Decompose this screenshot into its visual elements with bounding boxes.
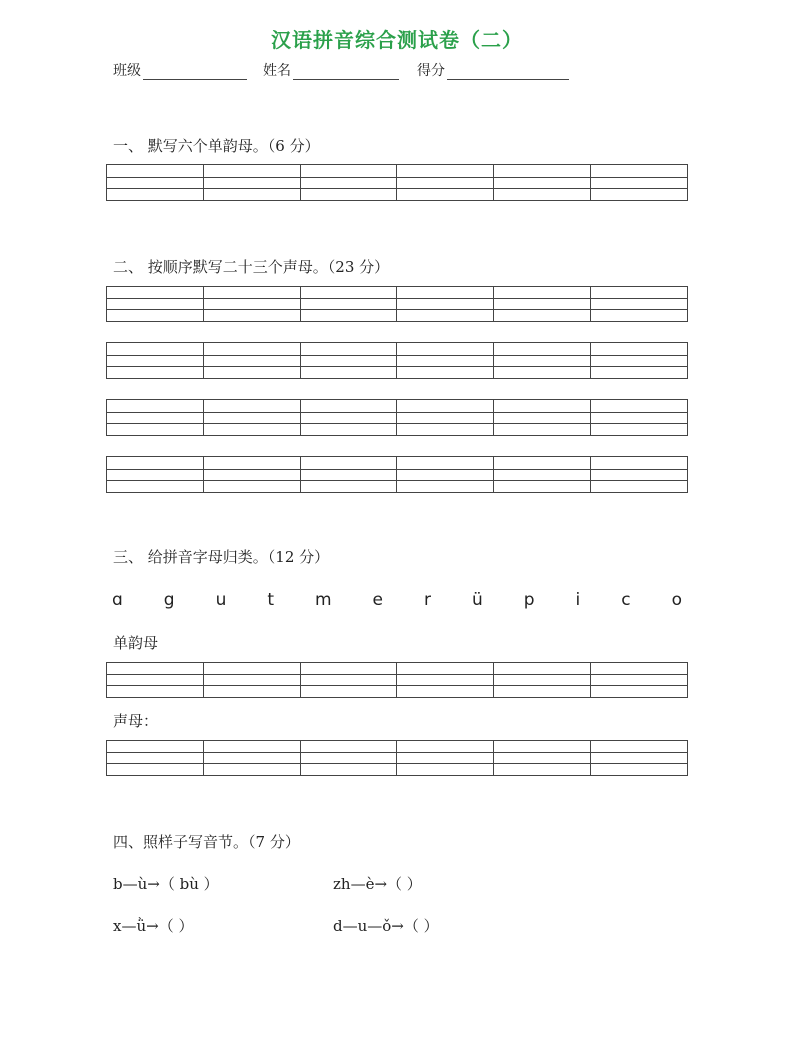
guide-line bbox=[494, 674, 590, 675]
guide-line bbox=[107, 423, 203, 424]
grid-cell[interactable] bbox=[204, 663, 301, 697]
grid-cell[interactable] bbox=[494, 663, 591, 697]
guide-line bbox=[591, 188, 687, 189]
guide-line bbox=[107, 366, 203, 367]
grid-cell[interactable] bbox=[107, 741, 204, 775]
letter: t bbox=[267, 590, 274, 610]
grid-cell[interactable] bbox=[591, 457, 687, 492]
grid-cell[interactable] bbox=[494, 457, 591, 492]
guide-line bbox=[397, 298, 493, 299]
grid-cell[interactable] bbox=[301, 457, 398, 492]
guide-line bbox=[204, 752, 300, 753]
grid-cell[interactable] bbox=[397, 165, 494, 200]
letter: u bbox=[215, 590, 227, 610]
guide-line bbox=[397, 412, 493, 413]
guide-line bbox=[301, 469, 397, 470]
class-label: 班级 bbox=[113, 63, 141, 79]
grid-cell[interactable] bbox=[397, 400, 494, 435]
class-field bbox=[113, 60, 247, 80]
letter: e bbox=[372, 590, 383, 610]
grid-cell[interactable] bbox=[301, 165, 398, 200]
guide-line bbox=[204, 412, 300, 413]
guide-line bbox=[397, 366, 493, 367]
letter: r bbox=[423, 590, 431, 610]
guide-line bbox=[301, 752, 397, 753]
score-label: 得分 bbox=[417, 63, 445, 79]
guide-line bbox=[397, 188, 493, 189]
exercise-2[interactable]: x—ǜ→（ ） bbox=[113, 917, 194, 935]
guide-line bbox=[107, 188, 203, 189]
guide-line bbox=[301, 177, 397, 178]
student-info-row bbox=[113, 60, 569, 80]
guide-line bbox=[107, 309, 203, 310]
guide-line bbox=[204, 480, 300, 481]
guide-line bbox=[591, 309, 687, 310]
grid-cell[interactable] bbox=[204, 343, 301, 378]
grid-cell[interactable] bbox=[107, 400, 204, 435]
grid-cell[interactable] bbox=[107, 457, 204, 492]
grid-cell[interactable] bbox=[204, 741, 301, 775]
guide-line bbox=[494, 752, 590, 753]
guide-line bbox=[301, 412, 397, 413]
grid-cell[interactable] bbox=[397, 457, 494, 492]
writing-grid[interactable] bbox=[106, 740, 688, 776]
writing-grid[interactable] bbox=[106, 164, 688, 201]
guide-line bbox=[494, 188, 590, 189]
score-blank[interactable] bbox=[447, 65, 569, 80]
exercise-1[interactable]: zh—è→（ ） bbox=[333, 875, 422, 893]
grid-cell[interactable] bbox=[301, 400, 398, 435]
guide-line bbox=[591, 752, 687, 753]
grid-cell[interactable] bbox=[107, 343, 204, 378]
guide-line bbox=[204, 366, 300, 367]
guide-line bbox=[301, 674, 397, 675]
guide-line bbox=[397, 685, 493, 686]
guide-line bbox=[591, 674, 687, 675]
writing-grid[interactable] bbox=[106, 456, 688, 493]
guide-line bbox=[204, 177, 300, 178]
guide-line bbox=[494, 469, 590, 470]
grid-cell[interactable] bbox=[494, 165, 591, 200]
guide-line bbox=[591, 423, 687, 424]
guide-line bbox=[204, 469, 300, 470]
danyunmu-label: 单韵母 bbox=[113, 634, 159, 652]
guide-line bbox=[494, 685, 590, 686]
guide-line bbox=[204, 685, 300, 686]
guide-line bbox=[397, 469, 493, 470]
letter: g bbox=[163, 590, 175, 610]
grid-cell[interactable] bbox=[204, 400, 301, 435]
grid-cell[interactable] bbox=[591, 287, 687, 321]
guide-line bbox=[397, 355, 493, 356]
guide-line bbox=[494, 355, 590, 356]
guide-line bbox=[494, 763, 590, 764]
grid-cell[interactable] bbox=[397, 343, 494, 378]
name-label: 姓名 bbox=[263, 63, 291, 79]
guide-line bbox=[591, 298, 687, 299]
guide-line bbox=[591, 177, 687, 178]
guide-line bbox=[397, 177, 493, 178]
guide-line bbox=[301, 685, 397, 686]
guide-line bbox=[301, 188, 397, 189]
guide-line bbox=[397, 423, 493, 424]
grid-cell[interactable] bbox=[397, 741, 494, 775]
letter: m bbox=[314, 590, 332, 610]
letter: o bbox=[671, 590, 682, 610]
grid-cell[interactable] bbox=[494, 287, 591, 321]
letter: p bbox=[523, 590, 535, 610]
name-blank[interactable] bbox=[293, 65, 399, 80]
guide-line bbox=[204, 763, 300, 764]
grid-cell[interactable] bbox=[301, 741, 398, 775]
grid-cell[interactable] bbox=[204, 287, 301, 321]
guide-line bbox=[494, 366, 590, 367]
grid-cell[interactable] bbox=[107, 165, 204, 200]
grid-cell[interactable] bbox=[591, 663, 687, 697]
score-field bbox=[417, 60, 569, 80]
guide-line bbox=[494, 177, 590, 178]
guide-line bbox=[397, 674, 493, 675]
page-title: 汉语拼音综合测试卷（二） bbox=[271, 28, 523, 52]
guide-line bbox=[494, 309, 590, 310]
grid-cell[interactable] bbox=[591, 400, 687, 435]
guide-line bbox=[301, 423, 397, 424]
guide-line bbox=[494, 480, 590, 481]
grid-cell[interactable] bbox=[397, 287, 494, 321]
guide-line bbox=[301, 355, 397, 356]
grid-cell[interactable] bbox=[591, 165, 687, 200]
guide-line bbox=[204, 423, 300, 424]
guide-line bbox=[397, 309, 493, 310]
guide-line bbox=[494, 412, 590, 413]
grid-cell[interactable] bbox=[204, 165, 301, 200]
guide-line bbox=[397, 480, 493, 481]
grid-cell[interactable] bbox=[494, 343, 591, 378]
guide-line bbox=[591, 480, 687, 481]
grid-cell[interactable] bbox=[107, 287, 204, 321]
guide-line bbox=[107, 752, 203, 753]
letter-row bbox=[112, 590, 682, 610]
letter: ü bbox=[471, 590, 483, 610]
letter: i bbox=[575, 590, 581, 610]
guide-line bbox=[107, 674, 203, 675]
guide-line bbox=[591, 412, 687, 413]
grid-cell[interactable] bbox=[591, 343, 687, 378]
example-1: b—ù→（ bù ） bbox=[113, 875, 219, 893]
guide-line bbox=[301, 763, 397, 764]
grid-cell[interactable] bbox=[494, 741, 591, 775]
section-3-heading: 三、 给拼音字母归类。（12 分） bbox=[113, 548, 330, 566]
exercise-3[interactable]: d—u—ǒ→（ ） bbox=[333, 917, 439, 935]
grid-cell[interactable] bbox=[301, 343, 398, 378]
writing-grid[interactable] bbox=[106, 399, 688, 436]
guide-line bbox=[301, 480, 397, 481]
grid-cell[interactable] bbox=[397, 663, 494, 697]
guide-line bbox=[494, 423, 590, 424]
guide-line bbox=[301, 309, 397, 310]
name-field bbox=[263, 60, 399, 80]
guide-line bbox=[107, 412, 203, 413]
guide-line bbox=[591, 469, 687, 470]
guide-line bbox=[204, 298, 300, 299]
letter: c bbox=[621, 590, 631, 610]
section-2-heading: 二、 按顺序默写二十三个声母。（23 分） bbox=[113, 258, 390, 276]
grid-cell[interactable] bbox=[301, 663, 398, 697]
writing-grid[interactable] bbox=[106, 286, 688, 322]
guide-line bbox=[107, 763, 203, 764]
guide-line bbox=[591, 355, 687, 356]
guide-line bbox=[301, 298, 397, 299]
shengmu-label: 声母： bbox=[113, 712, 159, 730]
section-1-heading: 一、 默写六个单韵母。（6 分） bbox=[113, 137, 320, 155]
guide-line bbox=[301, 366, 397, 367]
guide-line bbox=[204, 309, 300, 310]
guide-line bbox=[107, 469, 203, 470]
guide-line bbox=[204, 674, 300, 675]
writing-grid[interactable] bbox=[106, 662, 688, 698]
guide-line bbox=[107, 177, 203, 178]
guide-line bbox=[591, 763, 687, 764]
grid-cell[interactable] bbox=[204, 457, 301, 492]
guide-line bbox=[107, 685, 203, 686]
section-4-heading: 四、照样子写音节。（7 分） bbox=[113, 833, 300, 851]
grid-cell[interactable] bbox=[494, 400, 591, 435]
guide-line bbox=[397, 752, 493, 753]
guide-line bbox=[397, 763, 493, 764]
letter: ɑ bbox=[112, 590, 123, 610]
grid-cell[interactable] bbox=[591, 741, 687, 775]
guide-line bbox=[591, 366, 687, 367]
guide-line bbox=[107, 480, 203, 481]
grid-cell[interactable] bbox=[301, 287, 398, 321]
guide-line bbox=[107, 298, 203, 299]
class-blank[interactable] bbox=[143, 65, 247, 80]
writing-grid[interactable] bbox=[106, 342, 688, 379]
grid-cell[interactable] bbox=[107, 663, 204, 697]
guide-line bbox=[494, 298, 590, 299]
guide-line bbox=[591, 685, 687, 686]
guide-line bbox=[204, 188, 300, 189]
guide-line bbox=[107, 355, 203, 356]
guide-line bbox=[204, 355, 300, 356]
